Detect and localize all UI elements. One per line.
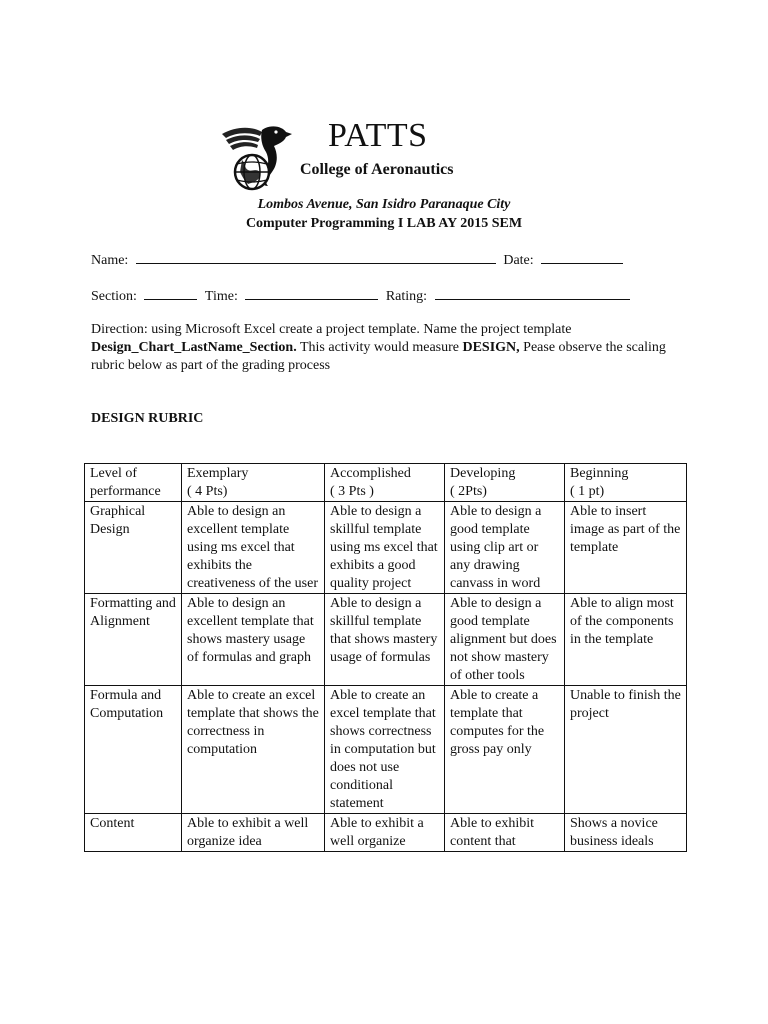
measure-keyword: DESIGN,	[462, 340, 520, 355]
college-name: College of Aeronautics	[300, 161, 454, 178]
date-field[interactable]	[541, 251, 623, 264]
school-name: PATTS	[328, 117, 428, 154]
name-field[interactable]	[136, 251, 496, 264]
table-row	[85, 594, 687, 686]
section-time-rating-row	[91, 287, 630, 306]
direction-text-2: This activity would measure	[296, 340, 463, 355]
header-developing: Developing ( 2Pts)	[445, 464, 565, 502]
developing-cell: Able to create a template that computes for the gross pay only	[445, 686, 565, 814]
rubric-table	[84, 463, 687, 852]
accomplished-cell: Able to create an excel template that shows correctness in computation but does not use conditional statement	[325, 686, 445, 814]
exemplary-cell: Able to create an excel template that shows the correctness in computation	[182, 686, 325, 814]
section-label: Section:	[91, 289, 137, 304]
name-label: Name:	[91, 253, 129, 268]
accomplished-cell: Able to design a skillful template using ms excel that exhibits a good quality project	[325, 502, 445, 594]
developing-cell: Able to design a good template using clip art or any drawing canvass in word	[445, 502, 565, 594]
developing-cell: Able to design a good template alignment but does not show mastery of other tools	[445, 594, 565, 686]
beginning-cell: Able to insert image as part of the template	[565, 502, 687, 594]
table-row	[85, 502, 687, 594]
direction-paragraph	[91, 321, 681, 375]
criterion-cell: Formatting and Alignment	[85, 594, 182, 686]
rubric-heading: DESIGN RUBRIC	[91, 411, 204, 426]
beginning-cell: Unable to finish the project	[565, 686, 687, 814]
header-level-of-performance: Level of performance	[85, 464, 182, 502]
accomplished-cell: Able to exhibit a well organize	[325, 814, 445, 852]
template-name: Design_Chart_LastName_Section.	[91, 340, 297, 355]
section-field[interactable]	[144, 287, 197, 300]
exemplary-cell: Able to design an excellent template that shows mastery usage of formulas and graph	[182, 594, 325, 686]
date-label: Date:	[503, 253, 534, 268]
exemplary-cell: Able to design an excellent template using ms excel that exhibits the creativeness of the user	[182, 502, 325, 594]
developing-cell: Able to exhibit content that	[445, 814, 565, 852]
direction-text-3: Pease observe the scaling rubric below as part of the grading process	[91, 340, 666, 373]
beginning-cell: Shows a novice business ideals	[565, 814, 687, 852]
criterion-cell: Graphical Design	[85, 502, 182, 594]
rating-field[interactable]	[435, 287, 630, 300]
beginning-cell: Able to align most of the components in the template	[565, 594, 687, 686]
header-accomplished: Accomplished ( 3 Pts )	[325, 464, 445, 502]
course-title: Computer Programming I LAB AY 2015 SEM	[245, 216, 523, 231]
name-date-row	[91, 251, 623, 270]
criterion-cell: Formula and Computation	[85, 686, 182, 814]
header-beginning: Beginning ( 1 pt)	[565, 464, 687, 502]
criterion-cell: Content	[85, 814, 182, 852]
exemplary-cell: Able to exhibit a well organize idea	[182, 814, 325, 852]
school-address: Lombos Avenue, San Isidro Paranaque City	[257, 197, 511, 212]
header-exemplary: Exemplary ( 4 Pts)	[182, 464, 325, 502]
rating-label: Rating:	[385, 289, 428, 304]
time-label: Time:	[204, 289, 238, 304]
table-row	[85, 686, 687, 814]
accomplished-cell: Able to design a skillful template that shows mastery usage of formulas	[325, 594, 445, 686]
time-field[interactable]	[245, 287, 378, 300]
table-header-row	[85, 464, 687, 502]
table-row	[85, 814, 687, 852]
direction-text-1: Direction: using Microsoft Excel create a project template. Name the project template	[91, 322, 572, 337]
seahorse-globe-logo-icon	[218, 120, 298, 192]
